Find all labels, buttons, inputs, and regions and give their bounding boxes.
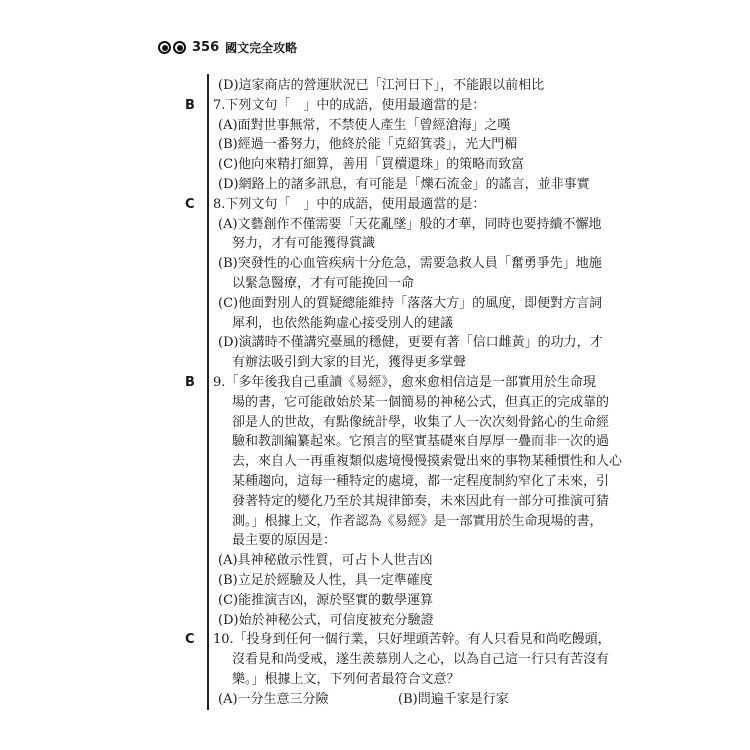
option-continuation: 以緊急醫療，才有可能挽回一命 [232, 276, 415, 291]
question-stem: 10.「投身到任何一個行業，只好埋頭苦幹。有人只看見和尚吃饅頭， [213, 632, 611, 647]
passage-line: 測。」根據上文，作者認為《易經》是一部實用於生命現場的書， [232, 514, 603, 529]
option-line: (D)網路上的諸多訊息，有可能是「爍石流金」的謠言，並非事實 [218, 177, 590, 192]
passage-line: 驗和教訓編纂起來。它預言的堅實基礎來自厚厚一疊而非一次的過 [232, 434, 610, 449]
option-line: (B)突發性的心血管疾病十分危急，需要急救人員「奮勇爭先」地施 [218, 256, 602, 271]
page-number: 356 [192, 39, 220, 55]
option-line: (C)他面對別人的質疑總能維持「落落大方」的風度，即便對方言詞 [218, 296, 603, 311]
option-line: (D)演講時不僅講究臺風的穩健，更要有著「信口雌黃」的功力，才 [218, 335, 603, 350]
option-line: (D)始於神秘公式，可信度被充分驗證 [218, 613, 434, 628]
question-stem: 7.下列文句「 」中的成語，使用最適當的是： [213, 98, 486, 113]
answer-q8: C [185, 197, 195, 212]
passage-line: 去，來自人一再重複類似處境慢慢摸索覺出來的事物某種慣性和人心 [232, 454, 623, 469]
eyes-logo-icon [158, 41, 186, 54]
answer-q9: B [185, 375, 195, 390]
answer-q10: C [185, 632, 195, 647]
option-continuation: 努力，才有可能獲得賞識 [232, 236, 376, 251]
eye-icon [173, 41, 186, 54]
option-line: (B)問遍千家是行家 [398, 692, 509, 707]
option-line: (A)文藝創作不僅需要「天花亂墜」般的才華，同時也要持續不懈地 [218, 217, 602, 232]
page-header [158, 36, 297, 58]
passage-line: 樂。」根據上文，下列何者最符合文意？ [232, 672, 460, 687]
option-line: (C)能推演吉凶，源於堅實的數學運算 [218, 593, 434, 608]
passage-line: 發著特定的變化乃至於其規律節奏，未來因此有一部分可推演可猜 [232, 494, 610, 509]
option-line: (A)一分生意三分險 [218, 692, 329, 707]
option-line: (B)立足於經驗及人性，具一定準確度 [218, 573, 433, 588]
option-line: (A)具神秘啟示性質，可占卜人世吉凶 [218, 553, 433, 568]
option-line: (C)他向來精打細算，善用「買櫝還珠」的策略而致富 [218, 157, 525, 172]
option-line: (D)這家商店的營運狀況已「江河日下」，不能跟以前相比 [218, 78, 545, 93]
passage-line: 場的書，它可能啟始於某一個簡易的神秘公式，但真正的完成靠的 [232, 395, 610, 410]
option-line: (B)經過一番努力，他終於能「克紹箕裘」，光大門楣 [218, 137, 518, 152]
question-stem: 8.下列文句「 」中的成語，使用最適當的是： [213, 197, 486, 212]
book-title: 國文完全攻略 [225, 40, 298, 55]
passage-line: 沒看見和尚受戒，遂生羨慕別人之心，以為自己這一行只有苦沒有 [232, 652, 610, 667]
eye-icon [158, 41, 171, 54]
answer-margin-rule [207, 74, 209, 710]
option-continuation: 犀利，也依然能夠虛心接受別人的建議 [232, 316, 454, 331]
option-line: (A)面對世事無常，不禁使人產生「曾經滄海」之嘆 [218, 118, 511, 133]
question-stem: 9.「多年後我自己重讀《易經》，愈來愈相信這是一部實用於生命現 [213, 375, 596, 390]
passage-line: 最主要的原因是： [232, 533, 337, 548]
option-continuation: 有辦法吸引到大家的目光，獲得更多掌聲 [232, 355, 467, 370]
answer-q7: B [185, 98, 195, 113]
passage-line: 某種趨向，這每一種特定的處境，都一定程度制約窄化了未來，引 [232, 474, 610, 489]
passage-line: 卻是人的世故，有點像統計學，收集了人一次次刻骨銘心的生命經 [232, 415, 610, 430]
